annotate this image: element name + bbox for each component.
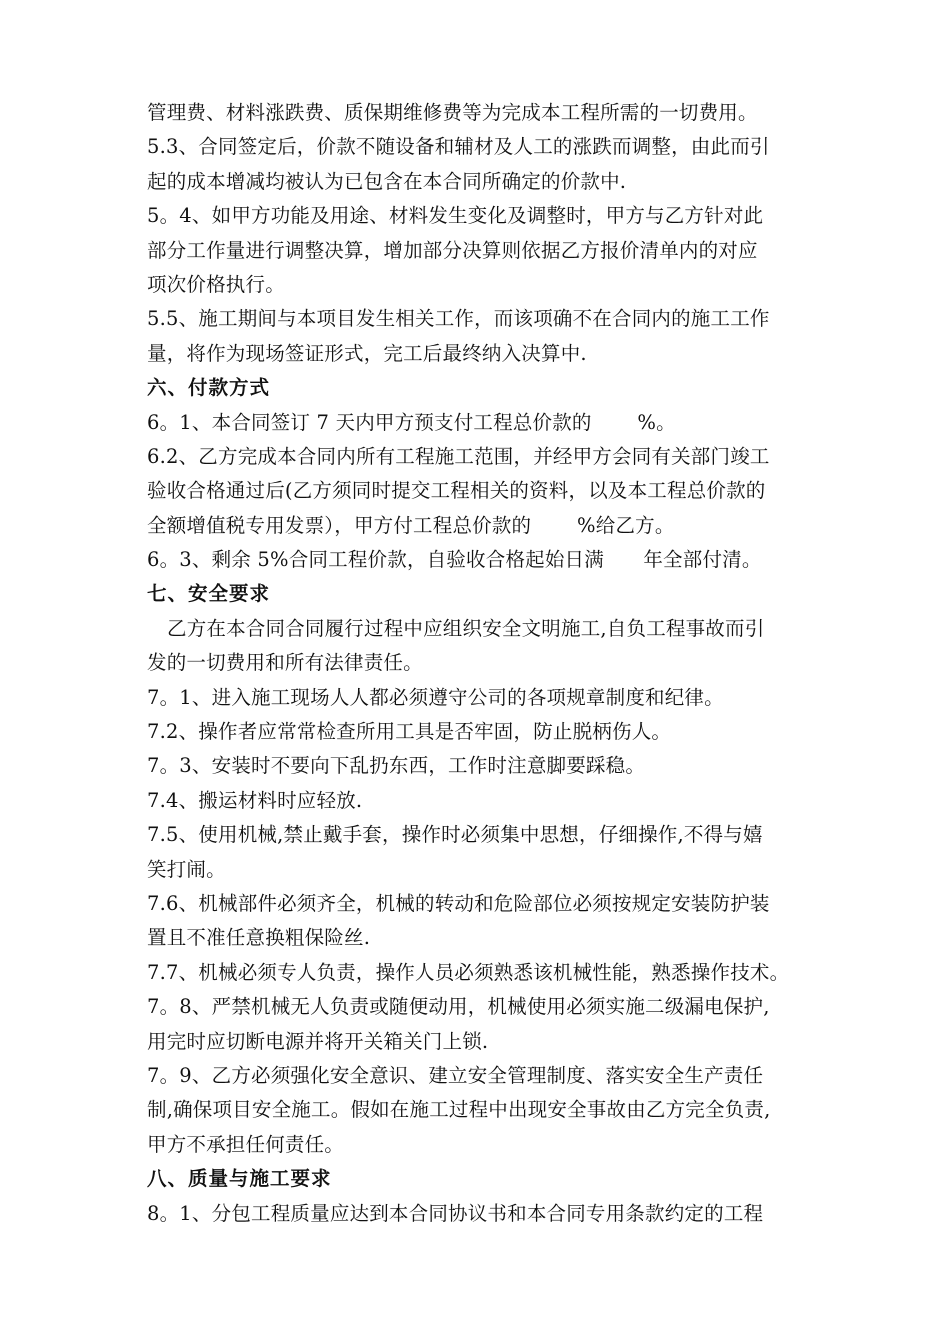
clause-7-4: 7.4、搬运材料时应轻放. bbox=[147, 788, 363, 812]
text-line: 管理费、材料涨跌费、质保期维修费等为完成本工程所需的一切费用。 bbox=[147, 101, 758, 124]
clause-7-6: 7.6、机械部件必须齐全，机械的转动和危险部位必须按规定安装防护装 bbox=[147, 891, 770, 915]
text-line: 甲方不承担任何责任。 bbox=[147, 1132, 345, 1156]
text-line: 验收合格通过后(乙方须同时提交工程相关的资料，以及本工程总价款的 bbox=[147, 479, 766, 503]
clause-7-3: 7。3、安装时不要向下乱扔东西，工作时注意脚要踩稳。 bbox=[147, 754, 646, 778]
section-heading-safety: 七、安全要求 bbox=[147, 582, 271, 606]
clause-5-5: 5.5、施工期间与本项目发生相关工作，而该项确不在合同内的施工工作 bbox=[147, 307, 770, 331]
clause-6-2: 6.2、乙方完成本合同内所有工程施工范围，并经甲方会同有关部门竣工 bbox=[147, 444, 770, 468]
clause-6-3: 6。3、剩余 5%合同工程价款，自验收合格起始日满 年全部付清。 bbox=[147, 548, 762, 572]
clause-5-4: 5。4、如甲方功能及用途、材料发生变化及调整时，甲方与乙方针对此 bbox=[147, 204, 764, 228]
text-line: 制,确保项目安全施工。假如在施工过程中出现安全事故由乙方完全负责, bbox=[147, 1098, 771, 1122]
section-heading-payment: 六、付款方式 bbox=[147, 376, 271, 400]
text-line: 项次价格执行。 bbox=[147, 272, 285, 296]
section-heading-quality: 八、质量与施工要求 bbox=[147, 1167, 332, 1191]
text-line: 置且不准任意换粗保险丝. bbox=[147, 926, 371, 950]
clause-7-7: 7.7、机械必须专人负责，操作人员必须熟悉该机械性能，熟悉操作技术。 bbox=[147, 960, 790, 984]
text-line: 发的一切费用和所有法律责任。 bbox=[147, 651, 423, 675]
clause-7-1: 7。1、进入施工现场人人都必须遵守公司的各项规章制度和纪律。 bbox=[147, 685, 724, 709]
text-line: 全额增值税专用发票），甲方付工程总价款的 %给乙方。 bbox=[147, 513, 675, 537]
text-line: 量，将作为现场签证形式，完工后最终纳入决算中. bbox=[147, 341, 587, 365]
document-body bbox=[147, 96, 862, 1231]
clause-8-1: 8。1、分包工程质量应达到本合同协议书和本合同专用条款约定的工程 bbox=[147, 1201, 764, 1225]
clause-7-9: 7。9、乙方必须强化安全意识、建立安全管理制度、落实安全生产责任 bbox=[147, 1063, 764, 1087]
text-line: 用完时应切断电源并将开关箱关门上锁. bbox=[147, 1029, 489, 1053]
clause-6-1: 6。1、本合同签订 7 天内甲方预支付工程总价款的 %。 bbox=[147, 410, 676, 434]
clause-5-3: 5.3、合同签定后，价款不随设备和辅材及人工的涨跌而调整，由此而引 bbox=[147, 135, 770, 159]
text-line: 笑打闹。 bbox=[147, 857, 226, 881]
safety-intro: 乙方在本合同合同履行过程中应组织安全文明施工,自负工程事故而引 bbox=[167, 616, 765, 640]
text-line: 部分工作量进行调整决算，增加部分决算则依据乙方报价清单内的对应 bbox=[147, 238, 758, 262]
clause-7-5: 7.5、使用机械,禁止戴手套，操作时必须集中思想，仔细操作,不得与嬉 bbox=[147, 823, 763, 847]
clause-7-8: 7。8、严禁机械无人负责或随便动用，机械使用必须实施二级漏电保护, bbox=[147, 995, 770, 1019]
text-line: 起的成本增减均被认为已包含在本合同所确定的价款中. bbox=[147, 169, 627, 193]
clause-7-2: 7.2、操作者应常常检查所用工具是否牢固，防止脱柄伤人。 bbox=[147, 720, 672, 744]
